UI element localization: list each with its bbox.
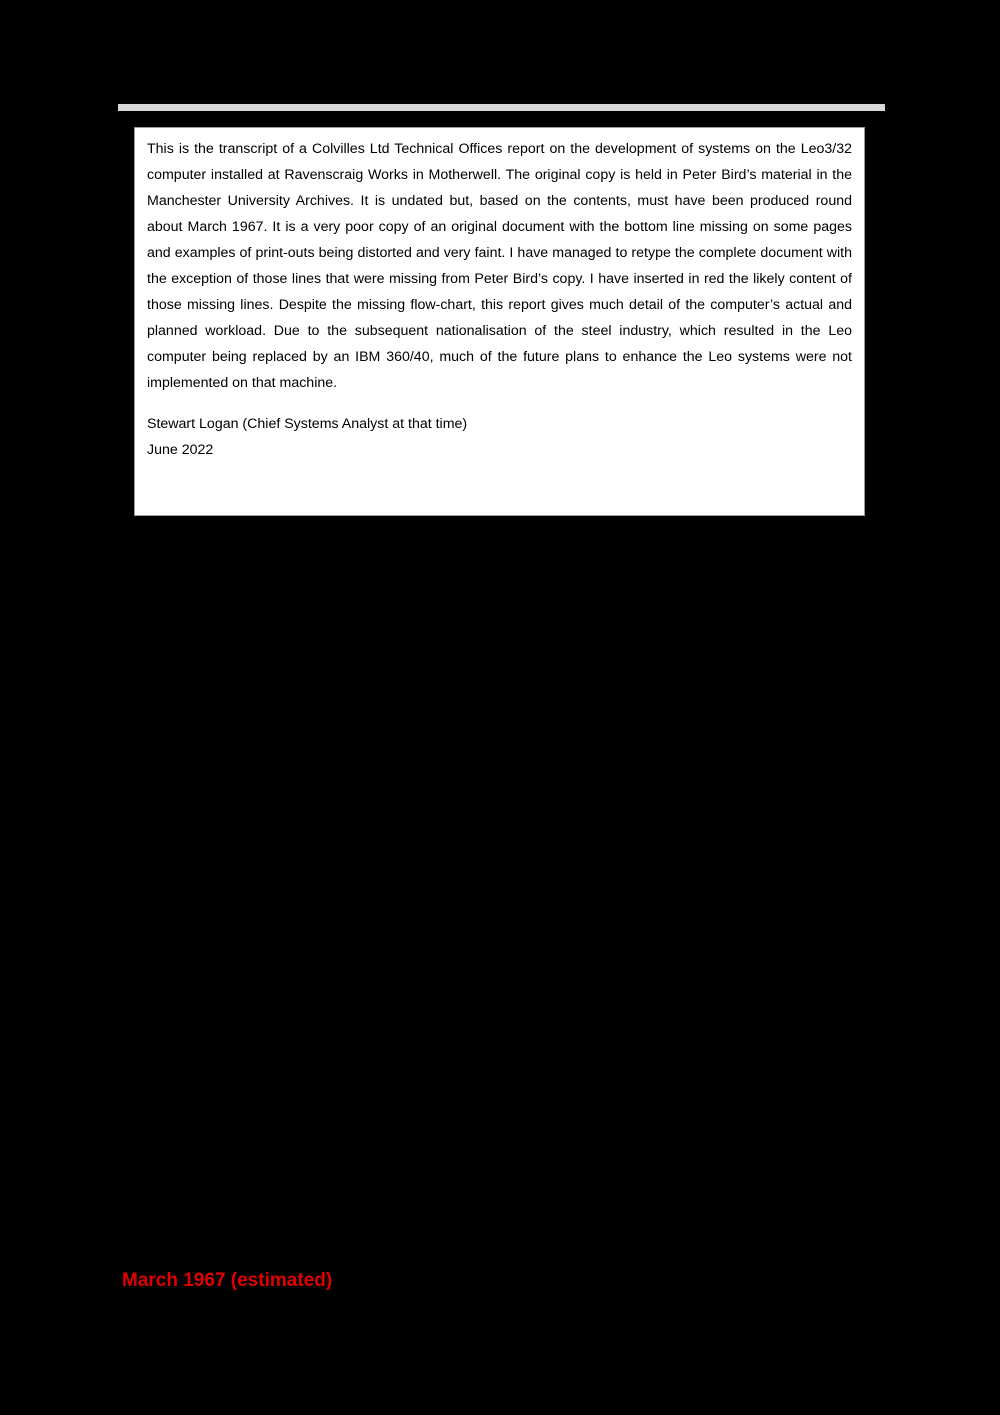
- transcript-note-text: This is the transcript of a Colvilles Ltd Technical Offices report on the development of systems on the Leo3/32 computer installed at Ravenscraig Works in Motherwell. The original copy is held in Peter Bird’s material in the Manchester University Archives. It is undated but, based on the contents, must have been produced round about March 1967. It is a very poor copy of an original document with the bottom line missing on some pages and examples of print-outs being distorted and very faint. I have managed to retype the complete document with the exception of those lines that were missing from Peter Bird’s copy. I have inserted in red the likely content of those missing lines. Despite the missing flow-chart, this report gives much detail of the computer’s actual and planned workload. Due to the subsequent nationalisation of the steel industry, which resulted in the Leo computer being replaced by an IBM 360/40, much of the future plans to enhance the Leo systems were not implemented on that machine.: [147, 141, 852, 391]
- note-author: Stewart Logan (Chief Systems Analyst at that time): [147, 416, 468, 432]
- report-date-label: March 1967 (estimated): [122, 1270, 333, 1291]
- transcript-note-box: [134, 127, 865, 516]
- top-rule-divider: [118, 104, 885, 111]
- note-signature: [147, 411, 852, 463]
- note-date: June 2022: [147, 442, 214, 458]
